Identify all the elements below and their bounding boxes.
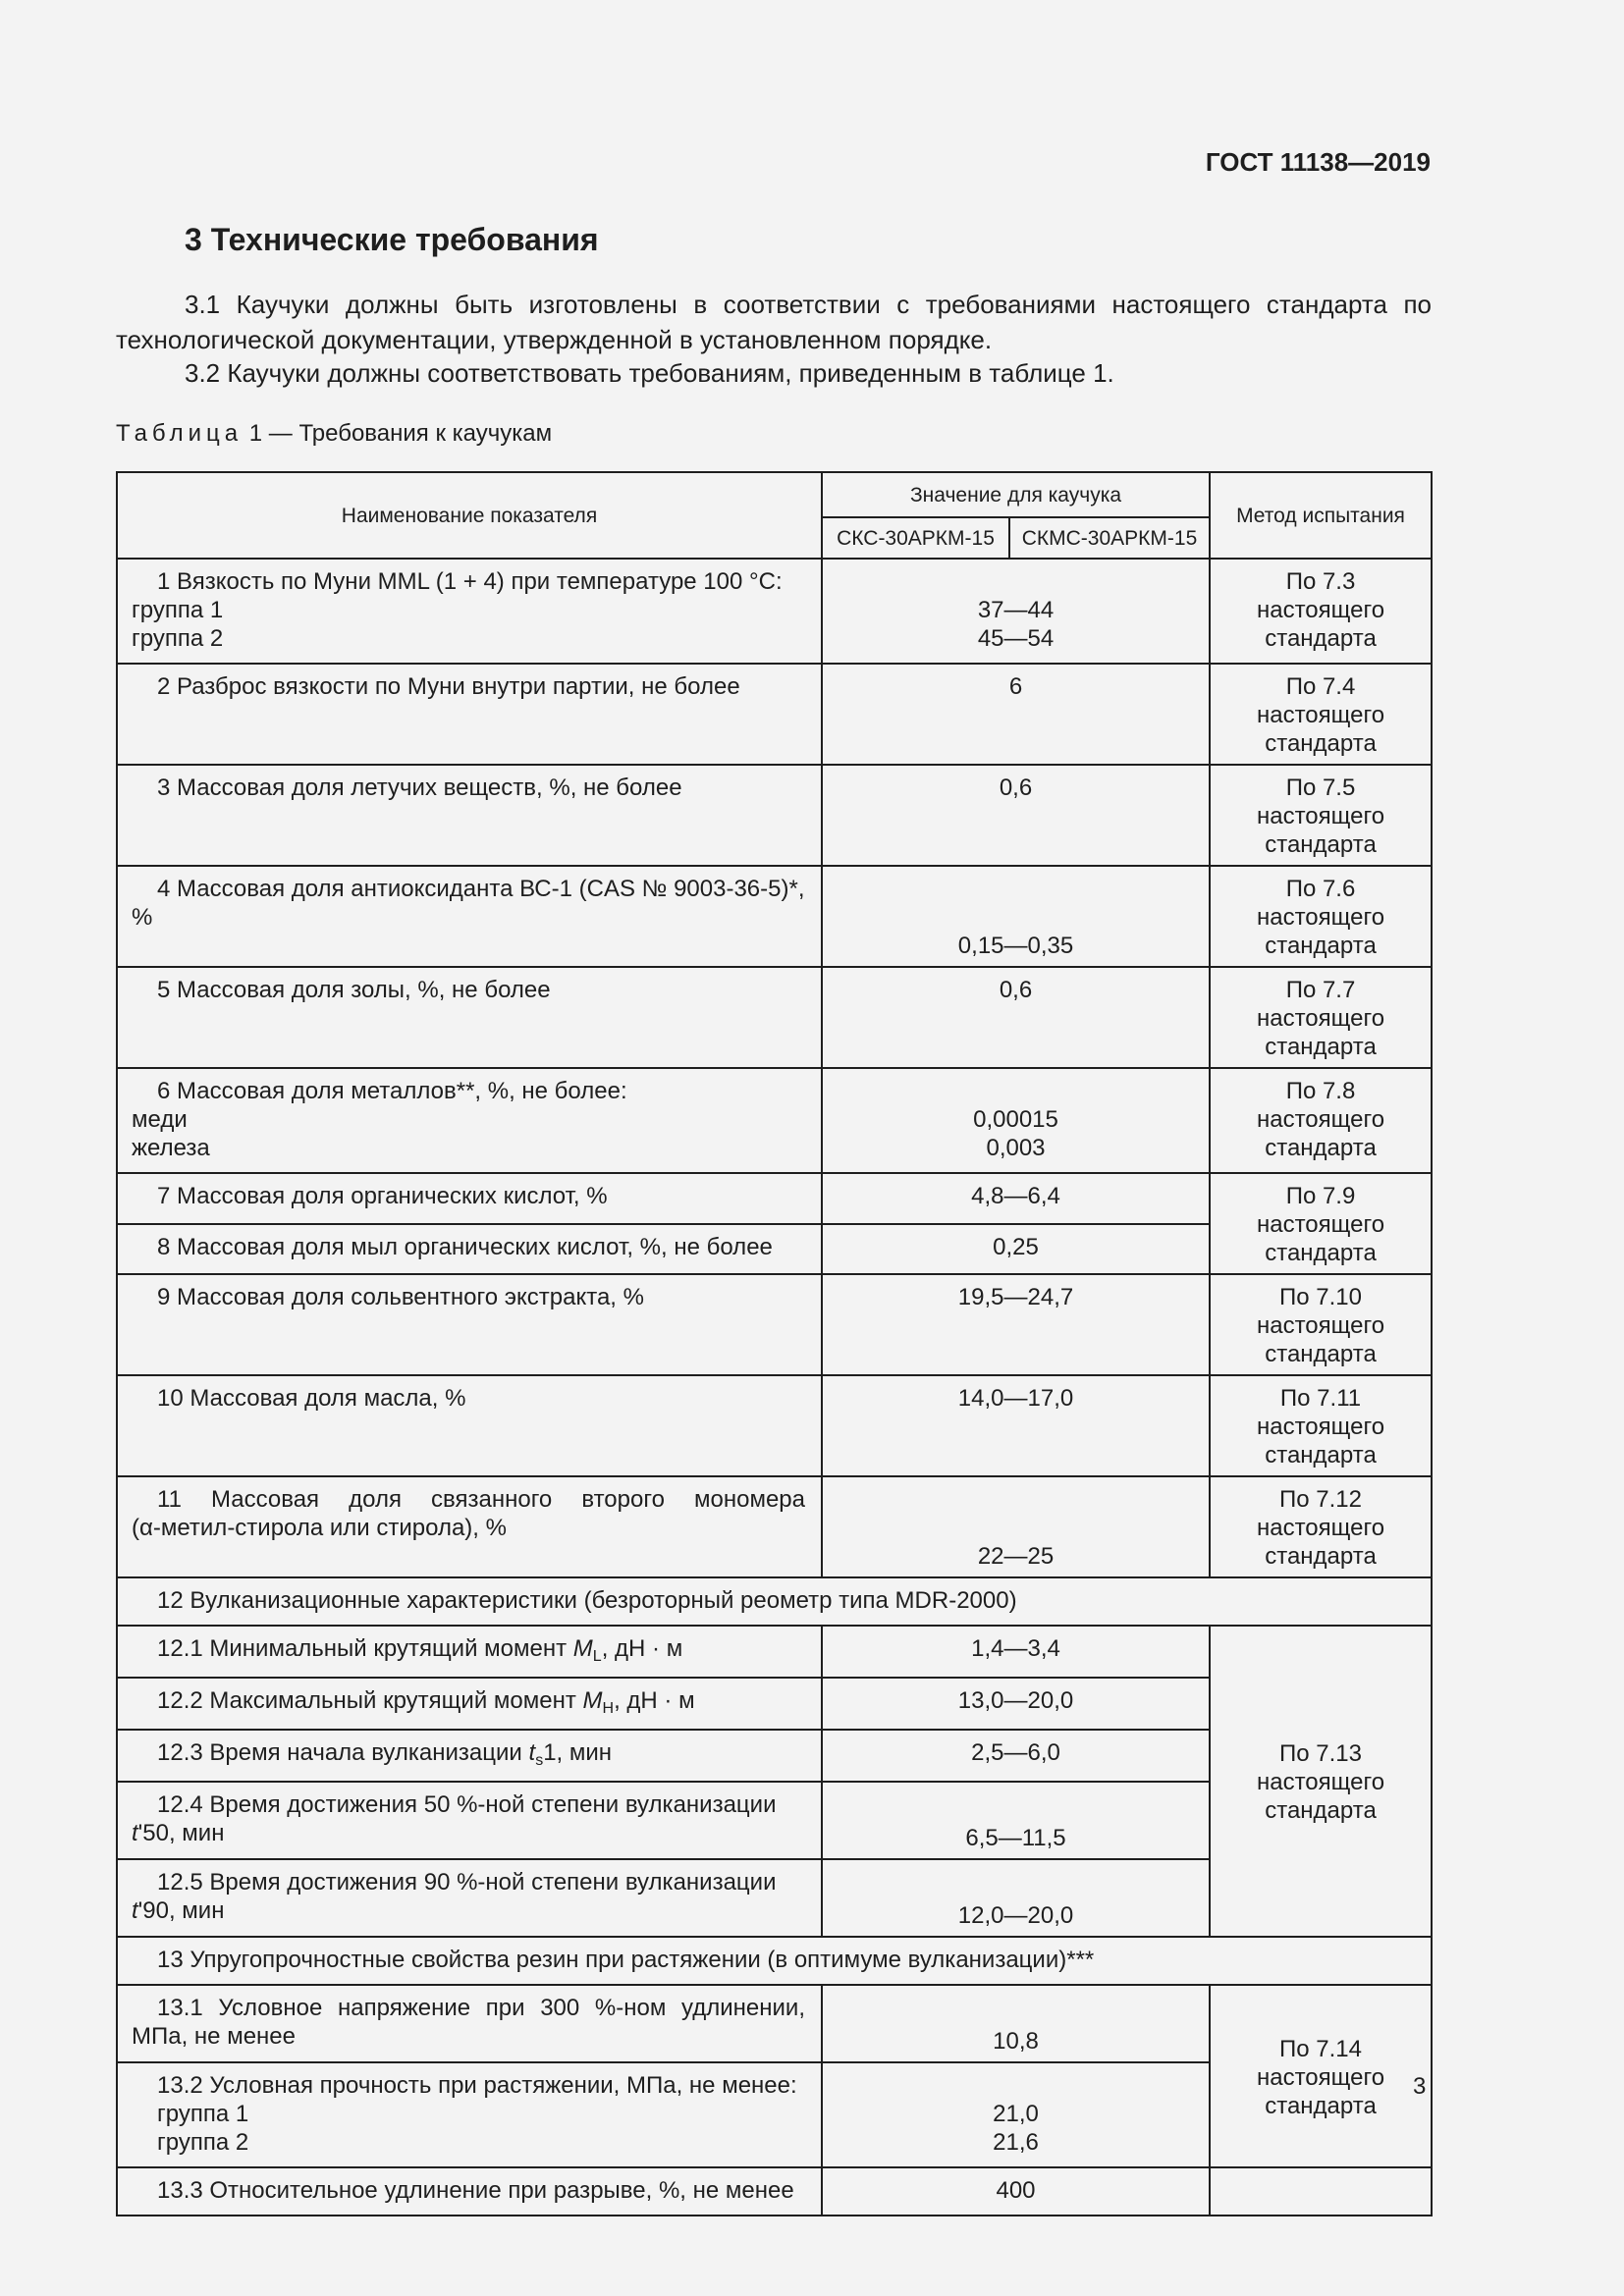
row-method: По 7.13 настоящего стандарта — [1210, 1626, 1432, 1937]
row-name-text: t'90, мин — [132, 1897, 225, 1924]
row-value: 6 — [822, 664, 1210, 765]
row-value: 10,8 — [822, 1985, 1210, 2062]
row-name — [117, 2167, 822, 2216]
row-name — [117, 1224, 822, 1275]
row-value: 4,8—6,4 — [822, 1173, 1210, 1224]
row-value: 1,4—3,4 — [822, 1626, 1210, 1678]
table-caption — [116, 420, 552, 448]
row-value: 14,0—17,0 — [822, 1375, 1210, 1476]
row-method: По 7.11 настоящего стандарта — [1210, 1375, 1432, 1476]
row-value: 0,15—0,35 — [822, 866, 1210, 967]
table-row — [117, 664, 1432, 765]
row-name — [117, 2062, 822, 2167]
row-name — [117, 1476, 822, 1577]
row-value-text: 21,6 — [993, 2129, 1039, 2156]
row-value: 6,5—11,5 — [822, 1782, 1210, 1859]
table-row — [117, 967, 1432, 1068]
row-name — [117, 765, 822, 866]
row-value — [822, 2062, 1210, 2167]
row-name-text: t'50, мин — [132, 1820, 225, 1846]
row-sub-label: группа 2 — [157, 2129, 249, 2156]
row-name-text: 5 Массовая доля золы, %, не более — [157, 977, 551, 1003]
paragraph-3-2: 3.2 Каучуки должны соответствовать требованиям, приведенным в таблице 1. — [185, 358, 1114, 388]
row-name — [117, 1626, 822, 1678]
document-code: ГОСТ 11138—2019 — [1205, 147, 1431, 177]
row-sub-label: группа 1 — [157, 2101, 249, 2127]
row-name — [117, 1985, 822, 2062]
row-name-text: 12.2 Максимальный крутящий момент $M_H$, дН · м — [157, 1687, 695, 1717]
row-value: 12,0—20,0 — [822, 1859, 1210, 1937]
row-sub-label: группа 1 — [132, 597, 224, 623]
header-grade-a: СКС-30АРКМ-15 — [822, 517, 1009, 559]
row-value: 0,6 — [822, 765, 1210, 866]
row-name-text: 4 Массовая доля антиоксиданта ВС-1 (CAS № 9003-36-5)*, % — [132, 876, 805, 931]
row-name-text: 6 Массовая доля металлов**, %, не более: — [157, 1078, 627, 1104]
row-name — [117, 1730, 822, 1782]
row-name-text: 13.1 Условное напряжение при 300 %-ном удлинении, — [157, 1995, 805, 2021]
table-row — [117, 1375, 1432, 1476]
row-value: 19,5—24,7 — [822, 1274, 1210, 1375]
row-method: По 7.10 настоящего стандарта — [1210, 1274, 1432, 1375]
row-value: 2,5—6,0 — [822, 1730, 1210, 1782]
row-value: 0,25 — [822, 1224, 1210, 1275]
table-row — [117, 1476, 1432, 1577]
page-number: 3 — [1413, 2073, 1427, 2100]
row-name-text: 11 Массовая доля связанного второго мономера — [157, 1486, 805, 1513]
row-name-text: 1 Вязкость по Муни MML (1 + 4) при температуре 100 °С: — [157, 568, 783, 595]
requirements-table — [116, 471, 1433, 2216]
row-value: 400 — [822, 2167, 1210, 2216]
table-header-row — [117, 472, 1432, 517]
row-value-text: 45—54 — [977, 625, 1055, 652]
row-value: 13,0—20,0 — [822, 1678, 1210, 1730]
row-name — [117, 1274, 822, 1375]
table-row — [117, 866, 1432, 967]
row-name — [117, 967, 822, 1068]
row-method: По 7.3 настоящего стандарта — [1210, 559, 1432, 664]
row-value — [822, 1068, 1210, 1173]
table-caption-text: 1 — Требования к каучукам — [248, 420, 553, 447]
row-name-text: 7 Массовая доля органических кислот, % — [157, 1183, 608, 1209]
table-section-row — [117, 1577, 1432, 1626]
section-row-label: 12 Вулканизационные характеристики (безроторный реометр типа MDR-2000) — [117, 1577, 1432, 1626]
table-row — [117, 1626, 1432, 1678]
row-method: По 7.7 настоящего стандарта — [1210, 967, 1432, 1068]
table-caption-label: Таблица — [116, 420, 244, 447]
table-row — [117, 1985, 1432, 2062]
table-row — [117, 1274, 1432, 1375]
row-name-text: 12.5 Время достижения 90 %-ной степени вулканизации — [157, 1869, 777, 1896]
table-row — [117, 1068, 1432, 1173]
paragraph-3-1: 3.1 Каучуки должны быть изготовлены в соответствии с требованиями настоящего стандарта по технологической документации, утвержденной в установленном порядке. — [116, 290, 1432, 354]
row-value-text: 0,00015 — [973, 1106, 1058, 1133]
row-sub-label: группа 2 — [132, 625, 224, 652]
row-value: 22—25 — [822, 1476, 1210, 1577]
table-section-row — [117, 1937, 1432, 1985]
row-method: По 7.9 настоящего стандарта — [1210, 1173, 1432, 1274]
row-sub-label: железа — [132, 1135, 210, 1161]
row-name-text: 12.3 Время начала вулканизации $t_s1$, мин — [157, 1739, 613, 1769]
row-name-text: 3 Массовая доля летучих веществ, %, не более — [157, 774, 682, 801]
row-sub-label: меди — [132, 1106, 188, 1133]
row-name — [117, 1375, 822, 1476]
table-row — [117, 1173, 1432, 1224]
row-name — [117, 1859, 822, 1937]
row-name — [117, 559, 822, 664]
row-value: 0,6 — [822, 967, 1210, 1068]
row-method: По 7.5 настоящего стандарта — [1210, 765, 1432, 866]
section-title: 3 Технические требования — [185, 222, 599, 257]
row-name-text: 13.3 Относительное удлинение при разрыве, %, не менее — [157, 2177, 794, 2204]
row-name — [117, 664, 822, 765]
row-name-text: 2 Разброс вязкости по Муни внутри партии, не более — [157, 673, 740, 700]
row-value — [822, 559, 1210, 664]
row-value-text: 37—44 — [977, 597, 1055, 623]
table-row — [117, 559, 1432, 664]
row-name — [117, 1068, 822, 1173]
row-method: По 7.4 настоящего стандарта — [1210, 664, 1432, 765]
row-name-text: 12.1 Минимальный крутящий момент $M_L$, дН · м — [157, 1635, 683, 1665]
header-name: Наименование показателя — [117, 472, 822, 559]
header-value-group: Значение для каучука — [822, 472, 1210, 517]
row-name — [117, 1173, 822, 1224]
row-method: По 7.12 настоящего стандарта — [1210, 1476, 1432, 1577]
table-row — [117, 2167, 1432, 2216]
row-method: По 7.6 настоящего стандарта — [1210, 866, 1432, 967]
table-row — [117, 765, 1432, 866]
row-name-text: МПа, не менее — [132, 2023, 296, 2050]
row-value-text: 0,003 — [986, 1135, 1046, 1161]
row-name — [117, 866, 822, 967]
row-name-text: 12.4 Время достижения 50 %-ной степени вулканизации — [157, 1791, 777, 1818]
header-grade-b: СКМС-30АРКМ-15 — [1009, 517, 1210, 559]
row-name — [117, 1678, 822, 1730]
row-name — [117, 1782, 822, 1859]
row-method — [1210, 2167, 1432, 2216]
section-row-label: 13 Упругопрочностные свойства резин при растяжении (в оптимуме вулканизации)*** — [117, 1937, 1432, 1985]
row-name-text: 8 Массовая доля мыл органических кислот, %, не более — [157, 1233, 773, 1260]
row-method: По 7.14 настоящего стандарта — [1210, 1985, 1432, 2167]
row-name-text: (α-метил-стирола или стирола), % — [132, 1515, 507, 1541]
row-value-text: 21,0 — [993, 2101, 1039, 2127]
row-name-text: 13.2 Условная прочность при растяжении, МПа, не менее: — [157, 2072, 797, 2099]
row-name-text: 9 Массовая доля сольвентного экстракта, % — [157, 1284, 644, 1310]
header-method: Метод испытания — [1210, 472, 1432, 559]
row-name-text: 10 Массовая доля масла, % — [157, 1385, 466, 1412]
row-method: По 7.8 настоящего стандарта — [1210, 1068, 1432, 1173]
